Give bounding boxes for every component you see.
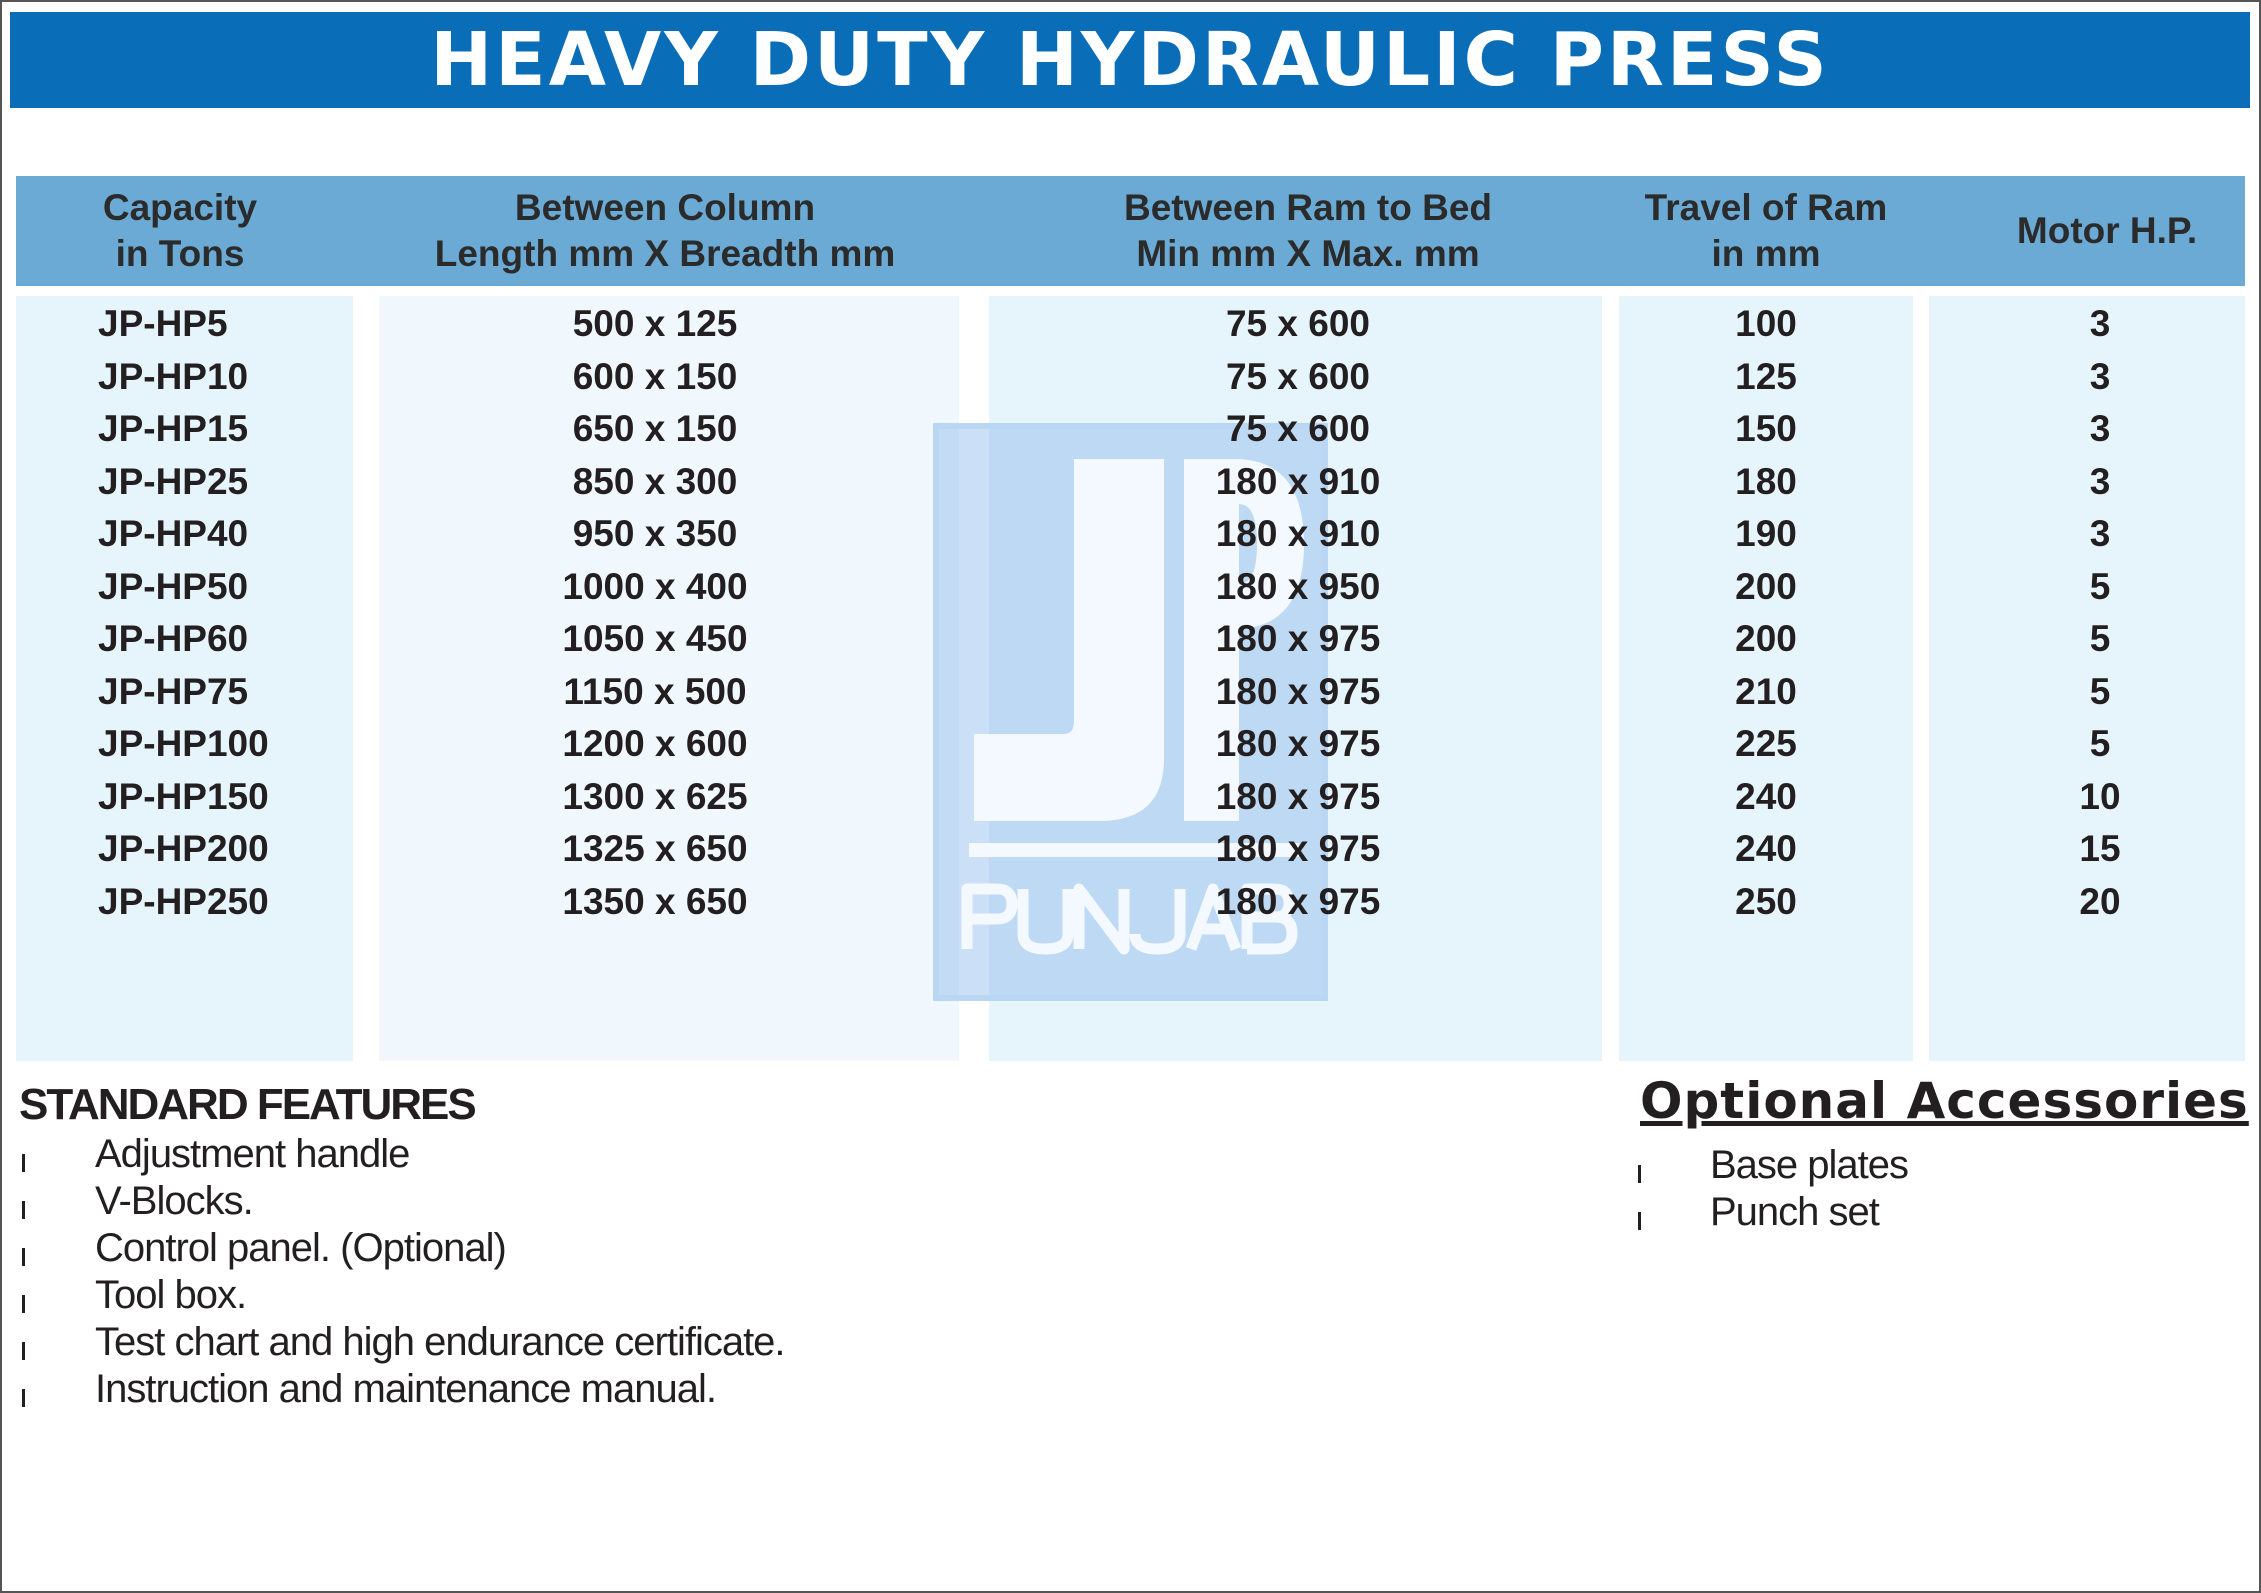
table-cell: 150 xyxy=(1735,408,1797,449)
table-cell: JP-HP5 xyxy=(98,303,228,344)
column-header-line: in Tons xyxy=(115,233,245,274)
table-cell: 10 xyxy=(2079,775,2121,817)
table-cell: 225 xyxy=(1735,723,1797,764)
feature-item: Instruction and maintenance manual. xyxy=(95,1367,716,1411)
table-cell: JP-HP250 xyxy=(98,880,269,922)
table-cell: 1350 x 650 xyxy=(562,880,748,922)
column-header-line: Between Column xyxy=(514,187,816,228)
accessory-item: Base plates xyxy=(1710,1143,1909,1187)
table-cell: 180 x 975 xyxy=(1215,775,1381,817)
column-header-line: Between Ram to Bed xyxy=(1123,187,1493,228)
column-header-line: Capacity xyxy=(102,187,258,228)
bullet-icon xyxy=(22,1248,25,1266)
table-cell: 190 xyxy=(1735,513,1797,554)
table-cell: 125 xyxy=(1735,355,1797,397)
table-cell: 500 x 125 xyxy=(572,303,738,344)
table-cell: JP-HP40 xyxy=(98,513,249,554)
table-cell: 240 xyxy=(1735,828,1797,869)
table-cell: 75 x 600 xyxy=(1225,355,1371,397)
feature-item: Adjustment handle xyxy=(95,1132,410,1176)
feature-item: Test chart and high endurance certificate. xyxy=(95,1320,785,1364)
table-cell: 1200 x 600 xyxy=(562,723,748,764)
feature-item: V-Blocks. xyxy=(95,1179,253,1223)
table-cell: 180 x 975 xyxy=(1215,828,1381,869)
table-cell: 250 xyxy=(1735,880,1797,922)
table-cell: 3 xyxy=(2089,460,2111,502)
column-header xyxy=(435,176,896,286)
column-header xyxy=(1124,176,1492,286)
table-cell: 100 xyxy=(1735,303,1797,344)
standard-features-heading: STANDARD FEATURES xyxy=(19,1080,475,1129)
table-cell: 1300 x 625 xyxy=(562,775,748,817)
column-header-line: Min mm X Max. mm xyxy=(1136,233,1480,274)
table-cell: 210 xyxy=(1735,670,1797,712)
table-cell: JP-HP75 xyxy=(98,670,249,712)
table-cell: 5 xyxy=(2089,723,2111,764)
table-cell: 1150 x 500 xyxy=(563,670,747,712)
feature-item: Control panel. (Optional) xyxy=(95,1226,506,1270)
table-cell: 3 xyxy=(2089,355,2111,397)
bullet-icon xyxy=(22,1342,25,1360)
column-header xyxy=(1645,176,1888,286)
table-cell: JP-HP150 xyxy=(98,775,269,817)
table-cell: 3 xyxy=(2089,513,2111,554)
table-cell: JP-HP15 xyxy=(98,408,249,449)
table-cell: 180 x 910 xyxy=(1215,513,1381,554)
table-cell: 180 xyxy=(1735,460,1797,502)
bullet-icon xyxy=(22,1295,25,1313)
column-header-line: Travel of Ram xyxy=(1644,187,1888,228)
page-title: HEAVY DUTY HYDRAULIC PRESS xyxy=(10,12,2250,108)
table-cell: 5 xyxy=(2089,618,2111,659)
table-cell: 950 x 350 xyxy=(572,513,738,554)
optional-accessories-heading: Optional Accessories xyxy=(1640,1072,2249,1130)
accessory-item: Punch set xyxy=(1710,1190,1879,1234)
table-cell: 180 x 975 xyxy=(1215,618,1381,659)
table-cell: JP-HP100 xyxy=(98,723,269,764)
table-cell: 600 x 150 xyxy=(572,355,738,397)
table-cell: 5 xyxy=(2089,670,2111,712)
table-cell: 200 xyxy=(1735,565,1797,607)
table-cell: 850 x 300 xyxy=(572,460,738,502)
bullet-icon xyxy=(22,1201,25,1219)
table-cell: 75 x 600 xyxy=(1225,408,1371,449)
table-cell: 240 xyxy=(1735,775,1797,817)
feature-item: Tool box. xyxy=(95,1273,247,1317)
table-cell: JP-HP50 xyxy=(98,565,249,607)
bullet-icon xyxy=(1638,1212,1641,1230)
table-cell: 180 x 975 xyxy=(1215,723,1381,764)
table-cell: 200 xyxy=(1735,618,1797,659)
table-cell: 20 xyxy=(2079,880,2121,922)
table-cell: 180 x 975 xyxy=(1215,670,1381,712)
bullet-icon xyxy=(1638,1165,1641,1183)
table-cell: 5 xyxy=(2089,565,2111,607)
column-header-line: Length mm X Breadth mm xyxy=(434,233,896,274)
table-cell: 650 x 150 xyxy=(572,408,738,449)
column-header-line: in mm xyxy=(1711,233,1821,274)
table-cell: 180 x 910 xyxy=(1215,460,1381,502)
table-cell: 75 x 600 xyxy=(1225,303,1371,344)
table-cell: JP-HP25 xyxy=(98,460,249,502)
table-cell: 1325 x 650 xyxy=(562,828,748,869)
table-cell: 180 x 950 xyxy=(1215,565,1381,607)
column-motor-bg xyxy=(1929,296,2245,1061)
column-header xyxy=(103,176,257,286)
table-cell: JP-HP10 xyxy=(98,355,249,397)
table-cell: 180 x 975 xyxy=(1215,880,1381,922)
table-cell: 15 xyxy=(2079,828,2121,869)
table-cell: 1050 x 450 xyxy=(562,618,748,659)
table-cell: 1000 x 400 xyxy=(562,565,748,607)
column-header-line: Motor H.P. xyxy=(2016,210,2198,251)
table-cell: JP-HP200 xyxy=(98,828,269,869)
bullet-icon xyxy=(22,1389,25,1407)
table-cell: 3 xyxy=(2089,408,2111,449)
watermark-letter-j xyxy=(974,459,1164,821)
column-header xyxy=(2017,176,2197,286)
table-cell: 3 xyxy=(2089,303,2111,344)
bullet-icon xyxy=(22,1154,25,1172)
table-cell: JP-HP60 xyxy=(98,618,249,659)
